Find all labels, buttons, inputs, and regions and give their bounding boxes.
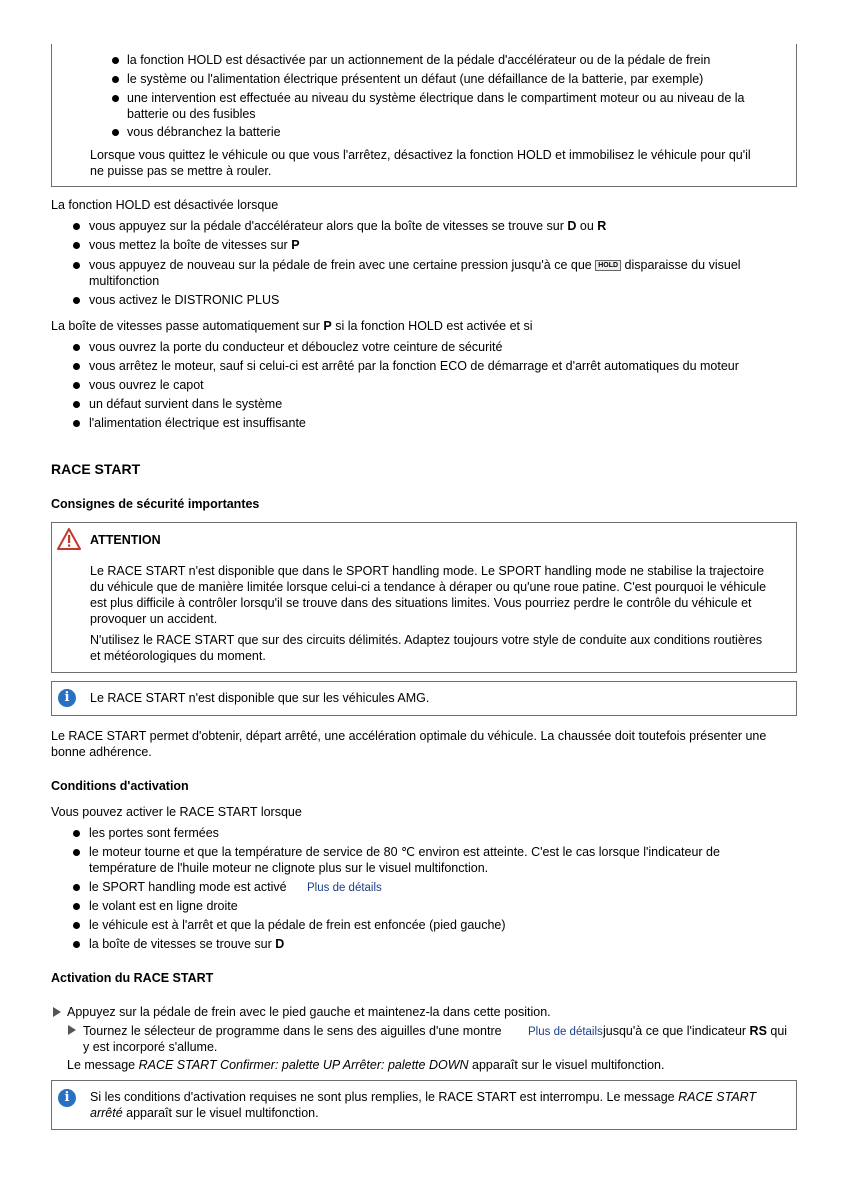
list-item: vous ouvrez la porte du conducteur et débouclez votre ceinture de sécurité (89, 340, 503, 354)
note-text: Le RACE START n'est disponible que sur les véhicules AMG. (90, 691, 430, 705)
bullet-dot (73, 941, 80, 948)
bullet-dot (112, 57, 119, 64)
bullet-dot (73, 223, 80, 230)
note-text: Si les conditions d'activation requises ne sont plus remplies, le RACE START est interrompu. Le message RACE START (90, 1090, 757, 1104)
list-item: le système ou l'alimentation électrique présentent un défaut (une défaillance de la batterie, par exemple) (127, 72, 704, 86)
bullet-dot (73, 903, 80, 910)
bullet-dot (73, 884, 80, 891)
list-item: vous ouvrez le capot (89, 378, 204, 392)
paragraph: et météorologiques du moment. (90, 649, 266, 663)
bullet-dot (112, 95, 119, 102)
bullet-dot (73, 297, 80, 304)
bullet-dot (73, 830, 80, 837)
more-details-link[interactable]: Plus de détails (528, 1026, 603, 1038)
bullet-dot (73, 363, 80, 370)
list-item: vous débranchez la batterie (127, 125, 281, 139)
step-item: Appuyez sur la pédale de frein avec le pied gauche et maintenez-la dans cette position. (67, 1005, 551, 1019)
step-arrow-icon (68, 1025, 76, 1035)
step-item-continued: jusqu'à ce que l'indicateur RS qui (603, 1024, 788, 1038)
list-item: vous activez le DISTRONIC PLUS (89, 293, 280, 307)
subsection-heading: Activation du RACE START (51, 971, 214, 985)
bullet-dot (73, 849, 80, 856)
paragraph: du véhicule que de manière limitée lorsque celui-ci a tendance à déraper ou qu'une roue patine. C'est pourquoi le véhicule (90, 580, 767, 594)
note-text: arrêté apparaît sur le visuel multifonction. (90, 1106, 319, 1120)
list-item: le véhicule est à l'arrêt et que la pédale de frein est enfoncée (pied gauche) (89, 918, 506, 932)
paragraph: Le RACE START permet d'obtenir, départ arrêté, une accélération optimale du véhicule. La chaussée doit toutefois présenter une (51, 729, 767, 743)
list-item: un défaut survient dans le système (89, 397, 283, 411)
bullet-dot (73, 420, 80, 427)
list-item-continued: batterie ou des fusibles (127, 107, 256, 121)
list-item: le moteur tourne et que la température de service de 80 ℃ environ est atteinte. C'est le cas lorsque l'indicateur de (89, 845, 720, 859)
hold-icon: HOLD (595, 260, 621, 271)
bullet-dot (73, 382, 80, 389)
step-item: Tournez le sélecteur de programme dans le sens des aiguilles d'une montre (83, 1024, 502, 1038)
paragraph: N'utilisez le RACE START que sur des circuits délimités. Adaptez toujours votre style de conduite aux conditions routières (90, 633, 763, 647)
paragraph: est plus difficile à contrôler lorsqu'il se trouve dans des situations limites. Vous pourriez perdre le contrôle du véhicule et (90, 596, 752, 610)
bullet-dot (112, 76, 119, 83)
bullet-dot (73, 242, 80, 249)
paragraph: La fonction HOLD est désactivée lorsque (51, 198, 279, 212)
info-icon: i (58, 689, 76, 707)
section-title: RACE START (51, 461, 141, 477)
paragraph: La boîte de vitesses passe automatiquement sur P si la fonction HOLD est activée et si (51, 319, 533, 333)
paragraph: ne puisse pas se mettre à rouler. (90, 164, 272, 178)
attention-label: ATTENTION (90, 533, 161, 547)
list-item: l'alimentation électrique est insuffisante (89, 416, 306, 430)
step-item-continued: y est incorporé s'allume. (83, 1040, 218, 1054)
list-item: les portes sont fermées (89, 826, 219, 840)
step-arrow-icon (53, 1007, 61, 1017)
step-result: Le message RACE START Confirmer: palette UP Arrêter: palette DOWN apparaît sur le visuel multifonction. (67, 1058, 665, 1072)
list-item: le SPORT handling mode est activé (89, 880, 287, 894)
list-item: le volant est en ligne droite (89, 899, 238, 913)
info-icon: i (58, 1089, 76, 1107)
list-item: vous arrêtez le moteur, sauf si celui-ci est arrêté par la fonction ECO de démarrage et d'arrêt automatiques du moteur (89, 359, 739, 373)
paragraph: Lorsque vous quittez le véhicule ou que vous l'arrêtez, désactivez la fonction HOLD et immobilisez le véhicule pour qu'il (90, 148, 751, 162)
list-item: vous appuyez sur la pédale d'accélérateur alors que la boîte de vitesses se trouve sur D ou R (89, 219, 607, 233)
list-item: la fonction HOLD est désactivée par un actionnement de la pédale d'accélérateur ou de la pédale de frein (127, 53, 711, 67)
list-item-continued: multifonction (89, 274, 160, 288)
subsection-heading: Consignes de sécurité importantes (51, 497, 260, 511)
bullet-dot (73, 401, 80, 408)
paragraph: Vous pouvez activer le RACE START lorsque (51, 805, 302, 819)
list-item-continued: température de l'huile moteur ne clignote plus sur le visuel multifonction. (89, 861, 489, 875)
subsection-heading: Conditions d'activation (51, 779, 189, 793)
list-item: la boîte de vitesses se trouve sur D (89, 937, 285, 951)
bullet-dot (73, 344, 80, 351)
bullet-dot (73, 922, 80, 929)
list-item: vous appuyez de nouveau sur la pédale de frein avec une certaine pression jusqu'à ce que HOLD disparaisse du visuel (89, 258, 741, 272)
list-item: une intervention est effectuée au niveau du système électrique dans le compartiment moteur ou au niveau de la (127, 91, 745, 105)
bullet-dot (73, 262, 80, 269)
paragraph: Le RACE START n'est disponible que dans le SPORT handling mode. Le SPORT handling mode ne stabilise la trajectoire (90, 564, 765, 578)
more-details-link[interactable]: Plus de détails (307, 882, 382, 894)
paragraph: provoquer un accident. (90, 612, 218, 626)
bullet-dot (112, 129, 119, 136)
list-item: vous mettez la boîte de vitesses sur P (89, 238, 300, 252)
warning-icon (57, 528, 81, 550)
paragraph: bonne adhérence. (51, 745, 152, 759)
